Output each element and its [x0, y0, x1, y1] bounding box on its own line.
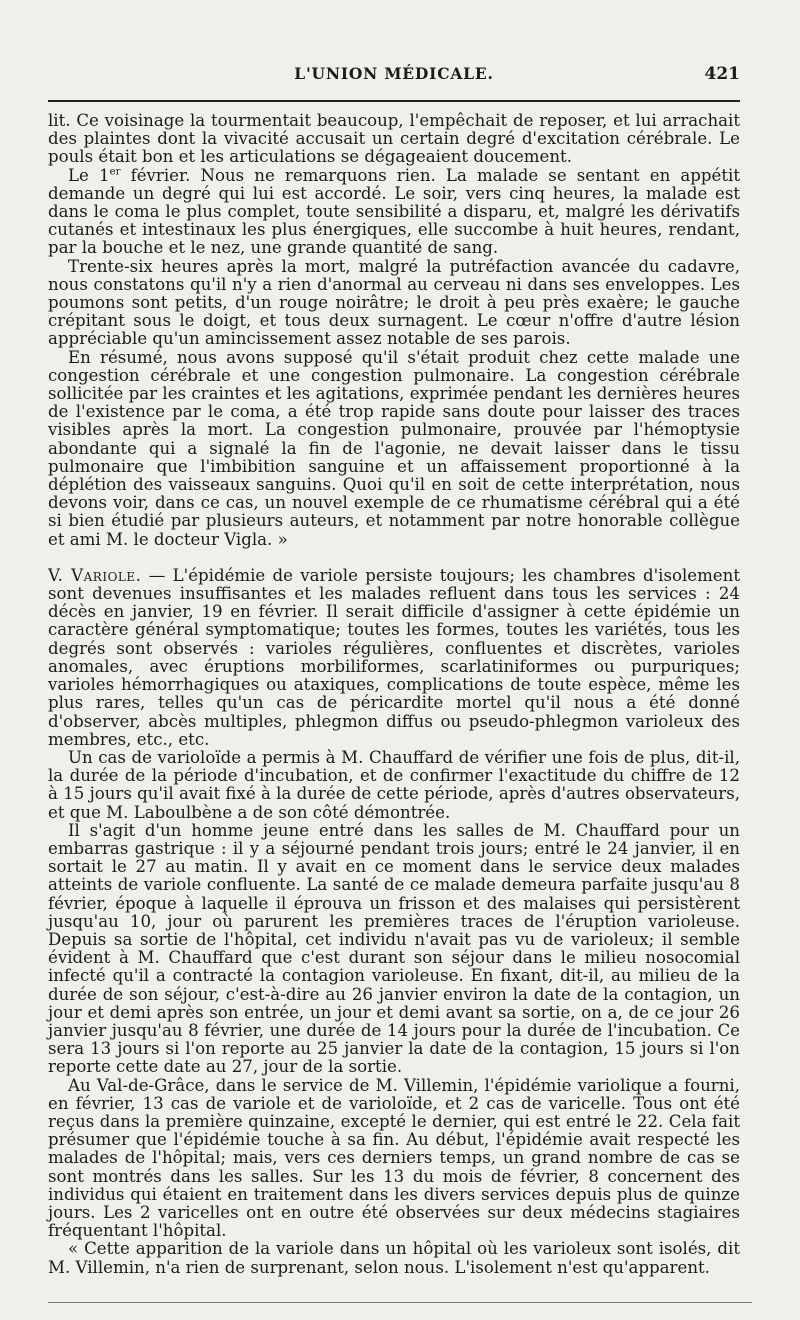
paragraph-continuation: lit. Ce voisinage la tourmentait beaucoup, l'empêchait de reposer, et lui arrachait des plaintes dont la vivacité accusait un certain degré d'excitation cérébrale. Le pouls était bon et les articulations se dégageaient doucement. [48, 111, 740, 167]
paragraph-section-variole [48, 567, 740, 749]
paragraph-february-first [48, 167, 740, 258]
paragraph-varioloide: Un cas de varioloïde a permis à M. Chauffard de vérifier une fois de plus, dit-il, la durée de la période d'incubation, et de confirmer l'exactitude du chiffre de 12 à 15 jours qu'il avait fixé à la durée de cette période, après d'autres observateurs, et que M. Laboulbène a de son côté démontrée. [48, 747, 740, 822]
page-header [48, 64, 740, 94]
ordinal-superscript: er [109, 165, 121, 178]
date-prefix: Le 1 [68, 165, 110, 185]
paragraph-autopsy: Trente-six heures après la mort, malgré la putréfaction avancée du cadavre, nous constatons qu'il n'y a rien d'anormal au cerveau ni dans ses enveloppes. Les poumons sont petits, d'un rouge noirâtre; le droit à peu près exaère; le gauche crépitant sous le doigt, et tous deux surnagent. Le cœur n'offre d'autre lésion appréciable qu'un amincissement assez notable de ses parois. [48, 256, 740, 349]
paragraph-quote-villemin: « Cette apparition de la variole dans un hôpital où les varioleux sont isolés, dit M. Villemin, n'a rien de surprenant, selon nous. L'isolement n'est qu'apparent. [48, 1239, 740, 1277]
paragraph-text: — L'épidémie de variole persiste toujours; les chambres d'isolement sont devenues insuffisantes et les malades refluent dans tous les services : 24 décès en janvier, 19 en février. Il serait difficile d'assigner à cette épidémie un caractère général symptomatique; toutes les formes, toutes les variétés, tous les degrés sont observés : varioles régulières, confluentes et discrètes, varioles anomales, avec éruptions morbiliformes, scarlatiniformes ou purpuriques; varioles hémorrhagiques ou ataxiques, complications de toute espèce, même les plus rares, telles qu'un cas de péricardite mortel qu'il nous a été donné d'observer, abcès multiples, phlegmon diffus ou pseudo-phlegmon varioleux des membres, etc., etc. [48, 565, 740, 749]
body-text [48, 112, 740, 1277]
paragraph-val-de-grace: Au Val-de-Grâce, dans le service de M. Villemin, l'épidémie variolique a fourni, en février, 13 cas de variole et de varioloïde, et 2 cas de varicelle. Tous ont été reçus dans la première quinzaine, excepté le dernier, qui est entré le 22. Cela fait présumer que l'épidémie touche à sa fin. Au début, l'épidémie avait respecté les malades de l'hôpital; mais, vers ces derniers temps, un grand nombre de cas se sont montrés dans les salles. Sur les 13 du mois de février, 8 concernent des individus qui étaient en traitement dans les divers services depuis plus de quinze jours. Les 2 varicelles ont en outre été observées sur deux médecins stagiaires fréquentant l'hôpital. [48, 1075, 740, 1241]
paragraph-summary: En résumé, nous avons supposé qu'il s'était produit chez cette malade une congestion cérébrale et une congestion pulmonaire. La congestion cérébrale sollicitée par les craintes et les agitations, exprimée pendant les dernières heures de l'existence par le coma, a été trop rapide sans doute pour laisser des traces visibles après la mort. La congestion pulmonaire, prouvée par l'hémoptysie abondante qui a signalé la fin de l'agonie, ne devait laisser dans le tissu pulmonaire que l'imbibition sanguine et un affaissement proportionné à la déplétion des vaisseaux sanguins. Quoi qu'il en soit de cette interprétation, nous devons voir, dans ce cas, un nouvel exemple de ce rhumatisme cérébral qui a été si bien étudié par plusieurs auteurs, et notamment par notre honorable collègue et ami M. le docteur Vigla. » [48, 347, 740, 549]
paragraph-case-report: Il s'agit d'un homme jeune entré dans les salles de M. Chauffard pour un embarras gastrique : il y a séjourné pendant trois jours; entré le 24 janvier, il en sortait le 27 au matin. Il y avait en ce moment dans le service deux malades atteints de variole confluente. La santé de ce malade demeura parfaite jusqu'au 8 février, époque à laquelle il éprouva un frisson et des malaises qui persistèrent jusqu'au 10, jour où parurent les premières traces de l'éruption varioleuse. Depuis sa sortie de l'hôpital, cet individu n'avait pas vu de varioleux; il semble évident à M. Chauffard que c'est durant son séjour dans le milieu nosocomial infecté qu'il a contracté la contagion varioleuse. En fixant, dit-il, au milieu de la durée de son séjour, c'est-à-dire au 26 janvier environ la date de la contagion, un jour et demi après son entrée, un jour et demi avant sa sortie, on a, de ce jour 26 janvier jusqu'au 8 février, une durée de 14 jours pour la durée de l'incubation. Ce sera 13 jours si l'on reporte au 25 janvier la date de la contagion, 15 jours si l'on reporte cette date au 27, jour de la sortie. [48, 820, 740, 1077]
paragraph-text: février. Nous ne remarquons rien. La malade se sentant en appétit demande un degré qui lui est accordé. Le soir, vers cinq heures, la malade est dans le coma le plus complet, toute sensibilité a disparu, et, malgré les dérivatifs cutanés et intestinaux les plus énergiques, elle succombe à huit heures, rendant, par la bouche et le nez, une grande quantité de sang. [48, 165, 740, 258]
running-title: L'UNION MÉDICALE. [294, 64, 494, 83]
section-title: V. Variole. [48, 565, 142, 585]
page-bottom-edge [48, 1302, 752, 1303]
header-rule [48, 100, 740, 102]
page-number: 421 [704, 64, 740, 84]
